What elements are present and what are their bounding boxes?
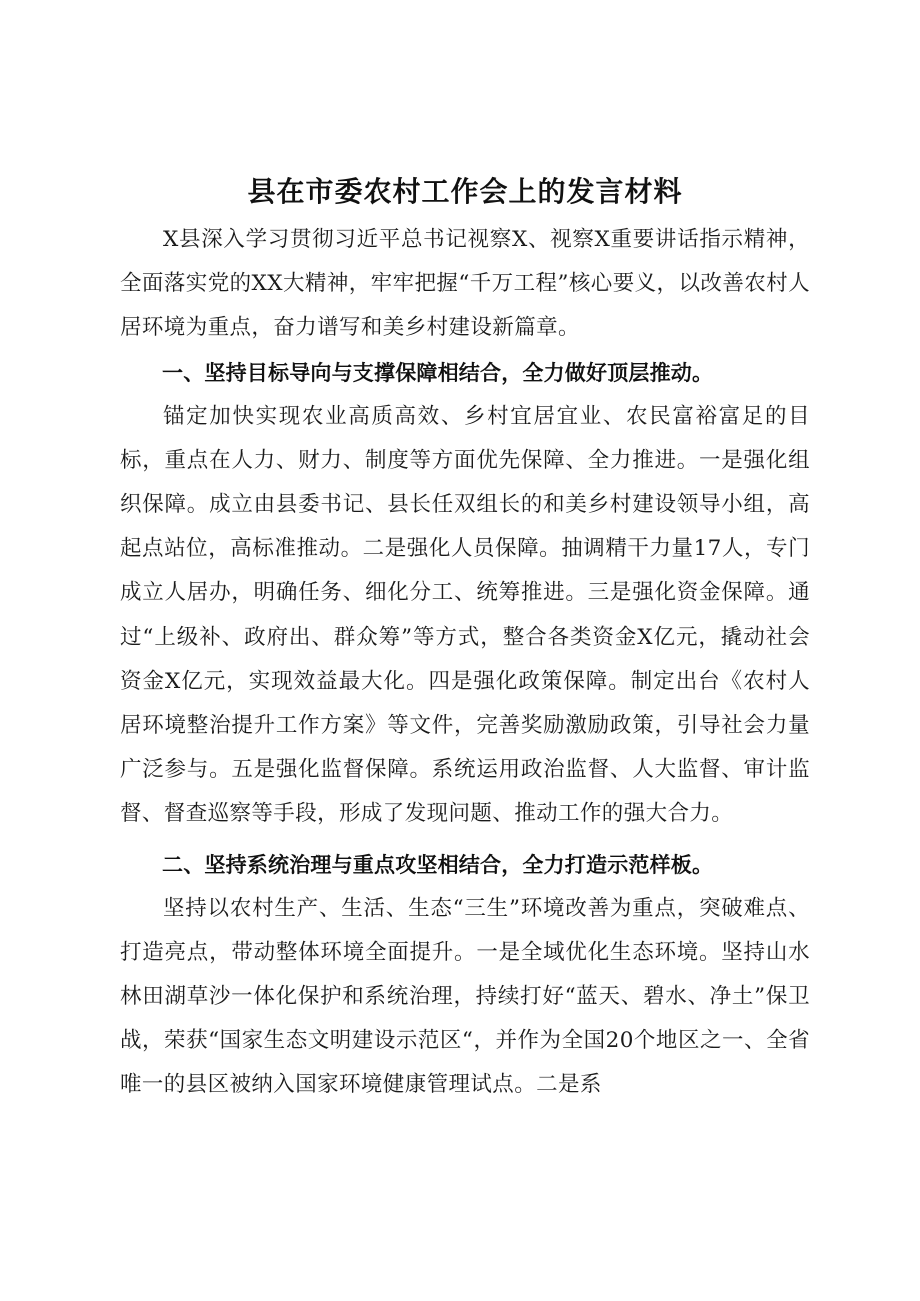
section-1-heading: 一、坚持目标导向与支撑保障相结合，全力做好顶层推动。: [162, 360, 714, 385]
section-2-heading: 二、坚持系统治理与重点攻坚相结合，全力打造示范样板。: [162, 852, 714, 877]
document-page: [120, 168, 810, 1108]
section-1-body: 锚定加快实现农业高质高效、乡村宜居宜业、农民富裕富足的目标，重点在人力、财力、制度等方面优先保障、全力推进。一是强化组织保障。成立由县委书记、县长任双组长的和美乡村建设领导小组，高起点站位，高标准推动。二是强化人员保障。抽调精干力量17人，专门成立人居办，明确任务、细化分工、统筹推进。三是强化资金保障。通过“上级补、政府出、群众筹”等方式，整合各类资金X亿元，撬动社会资金X亿元，实现效益最大化。四是强化政策保障。制定出台《农村人居环境整治提升工作方案》等文件，完善奖励激励政策，引导社会力量广泛参与。五是强化监督保障。系统运用政治监督、人大监督、审计监督、督查巡察等手段，形成了发现问题、推动工作的强大合力。: [120, 403, 810, 827]
document-title: 县在市委农村工作会上的发言材料: [247, 175, 683, 208]
section-2-body: 坚持以农村生产、生活、生态“三生”环境改善为重点，突破难点、打造亮点，带动整体环境全面提升。一是全域优化生态环境。坚持山水林田湖草沙一体化保护和系统治理，持续打好“蓝天、碧水、净土”保卫战，荣获“国家生态文明建设示范区“，并作为全国20个地区之一、全省唯一的县区被纳入国家环境健康管理试点。二是系: [120, 895, 810, 1098]
intro-paragraph: X县深入学习贯彻习近平总书记视察X、视察X重要讲话指示精神，全面落实党的XX大精神，牢牢把握“千万工程”核心要义，以改善农村人居环境为重点，奋力谱写和美乡村建设新篇章。: [120, 227, 810, 341]
